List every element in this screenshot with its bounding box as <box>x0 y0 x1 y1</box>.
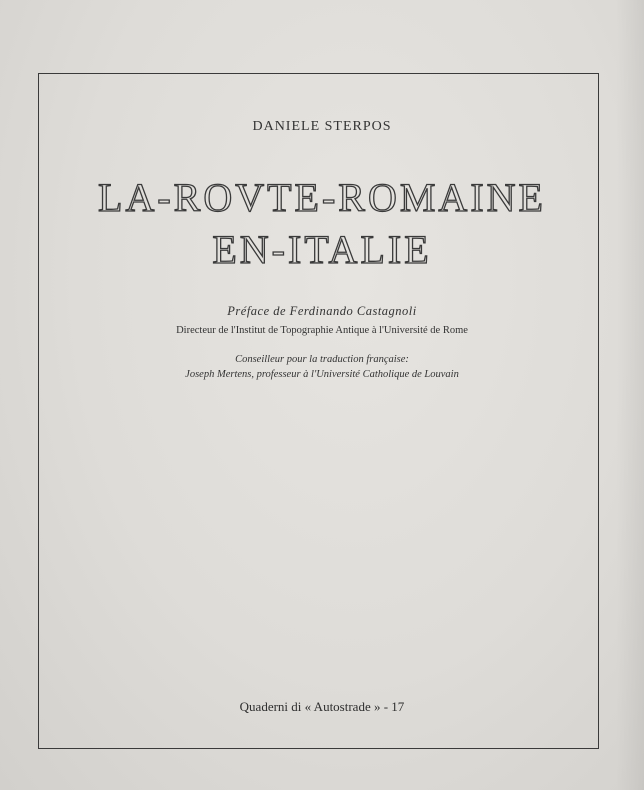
title-line-2: EN-ITALIE <box>212 227 432 272</box>
preface-credit: Préface de Ferdinando Castagnoli <box>227 304 417 318</box>
translation-adviser-label: Conseilleur pour la traduction française: <box>235 354 409 365</box>
title-line-1: LA-ROVTE-ROMAINE <box>98 175 546 220</box>
translation-adviser-name: Joseph Mertens, professeur à l'Université Catholique de Louvain <box>185 369 459 380</box>
series-name: Quaderni di « Autostrade » - 17 <box>239 699 405 714</box>
preface-author-affiliation: Directeur de l'Institut de Topographie Antique à l'Université de Rome <box>176 325 468 336</box>
author-name: DANIELE STERPOS <box>252 119 392 134</box>
